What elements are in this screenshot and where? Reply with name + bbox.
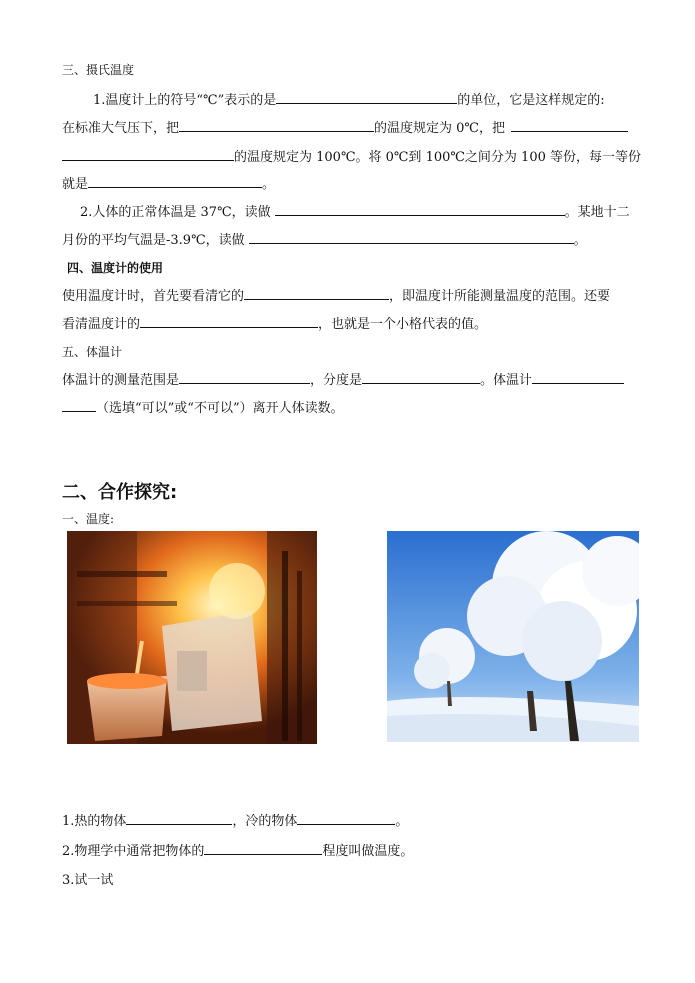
p2-q1-line: 1.热的物体 ，冷的物体 。 — [62, 810, 408, 832]
s5-line2: （选填“可以”或“不可以”）离开人体读数。 — [62, 397, 344, 419]
p2-q2-line: 2.物理学中通常把物体的 程度叫做温度。 — [62, 840, 413, 862]
section4-heading: 四、温度计的使用 — [67, 261, 164, 275]
section3-heading: 三、摄氏温度 — [62, 63, 135, 77]
q1-line2: 在标准大气压下，把 的温度规定为 0℃，把 — [62, 117, 628, 139]
p2-q3-line: 3.试一试 — [62, 873, 114, 888]
answer-blank[interactable] — [62, 397, 96, 412]
answer-blank[interactable] — [88, 173, 262, 188]
q1-line1: 1.温度计上的符号“℃”表示的是 的单位，它是这样规定的: — [93, 89, 605, 111]
q2-line1: 2.人体的正常体温是 37℃，读做 。某地十二 — [80, 201, 630, 223]
answer-blank[interactable] — [179, 369, 310, 384]
answer-blank[interactable] — [275, 201, 565, 216]
answer-blank[interactable] — [362, 369, 480, 384]
s4-line2: 看清温度计的 ，也就是一个小格代表的值。 — [62, 313, 487, 335]
answer-blank[interactable] — [126, 810, 232, 825]
answer-blank[interactable] — [204, 840, 322, 855]
s5-line1: 体温计的测量范围是 ，分度是 。体温计 — [62, 369, 624, 391]
answer-blank[interactable] — [140, 313, 318, 328]
molten-steel-pouring-photo — [67, 531, 317, 744]
q1-line4: 就是 。 — [62, 173, 275, 195]
q1-line3: 的温度规定为 100℃。将 0℃到 100℃之间分为 100 等份，每一等份 — [62, 146, 641, 168]
part2-subheading: 一、温度: — [62, 512, 115, 526]
answer-blank[interactable] — [511, 117, 628, 132]
section5-heading: 五、体温计 — [62, 345, 123, 359]
answer-blank[interactable] — [179, 117, 374, 132]
frosted-trees-snow-photo — [387, 531, 639, 742]
q2-line2: 月份的平均气温是-3.9℃，读做 。 — [62, 229, 587, 251]
answer-blank[interactable] — [244, 285, 389, 300]
answer-blank[interactable] — [62, 146, 234, 161]
answer-blank[interactable] — [532, 369, 624, 384]
answer-blank[interactable] — [249, 229, 574, 244]
s4-line1: 使用温度计时，首先要看清它的 ，即温度计所能测量温度的范围。还要 — [62, 285, 610, 307]
answer-blank[interactable] — [276, 89, 457, 104]
part2-heading: 二、合作探究: — [62, 482, 178, 503]
answer-blank[interactable] — [297, 810, 395, 825]
